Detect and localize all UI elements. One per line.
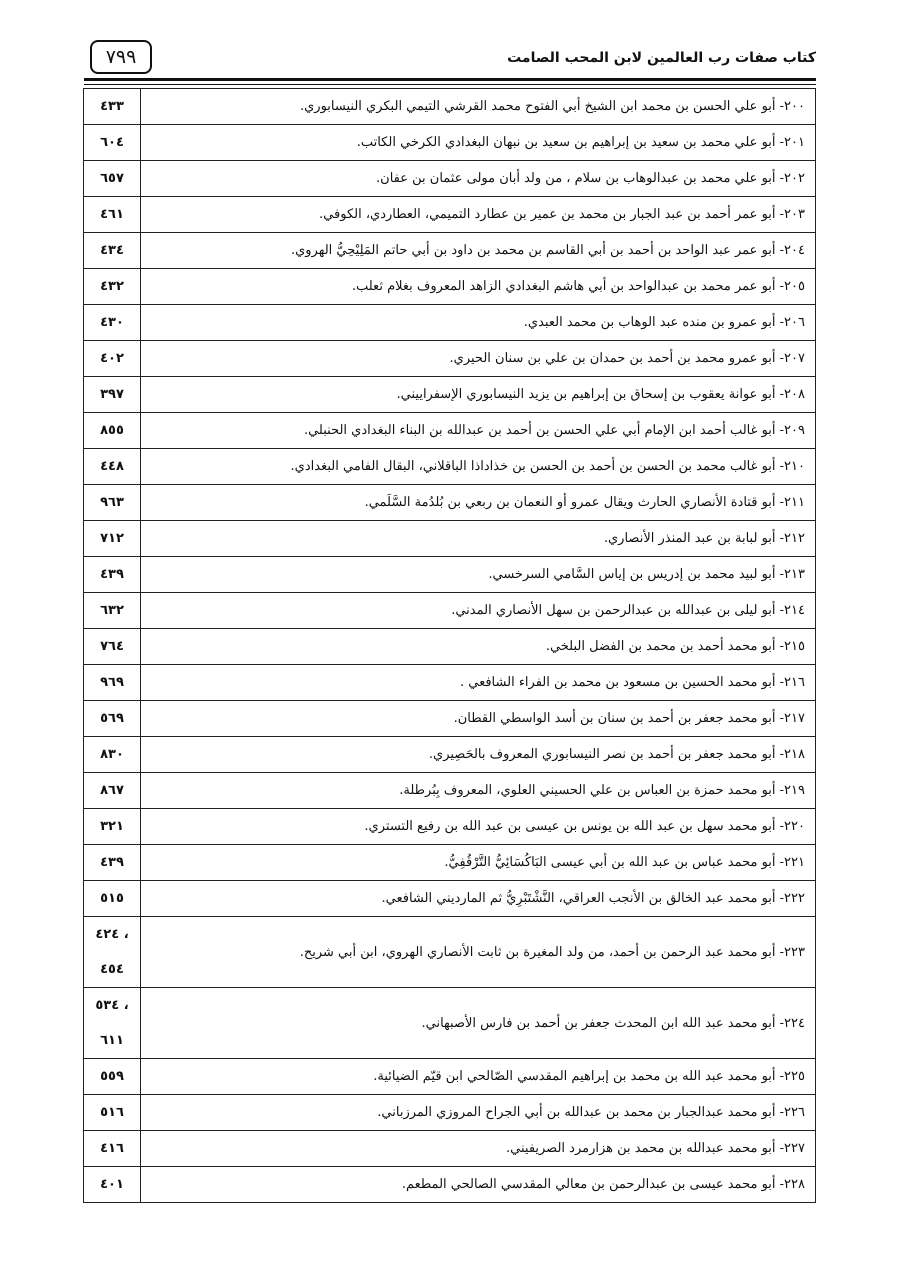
entry-name-cell [141, 305, 816, 341]
page-ref: ٥١٦ [100, 1105, 124, 1120]
page-ref: ٤٣٩ [100, 855, 124, 870]
entry-name: ٢٠٢- أبو علي محمد بن عبدالوهاب بن سلام ، من ولد أبان مولى عثمان بن عفان. [376, 171, 805, 186]
entry-name-cell [141, 485, 816, 521]
book-title: كتاب صفات رب العالمين لابن المحب الصامت [507, 50, 816, 66]
entry-name: ٢٢٣- أبو محمد عبد الرحمن بن أحمد، من ولد المغيرة بن ثابت الأنصاري الهروي، ابن أبي شريح. [299, 945, 805, 960]
page-ref-cell [84, 737, 141, 773]
entry-name: ٢٢٠- أبو محمد سهل بن عبد الله بن يونس بن عيسى بن عبد الله بن رفيع التستري. [364, 819, 805, 834]
entry-name-cell [141, 557, 816, 593]
page-ref-cell [84, 809, 141, 845]
page-ref-cell [84, 485, 141, 521]
page-ref-cell [84, 773, 141, 809]
entry-name: ٢١٠- أبو غالب محمد بن الحسن بن أحمد بن الحسن بن خذاداذا الباقلاني، البقال الفامي البغدادي. [290, 459, 805, 474]
page-ref: ٤٣٤ [100, 243, 124, 258]
page-number: ٧٩٩ [90, 40, 152, 74]
header-rule-thick [84, 78, 816, 81]
index-row [84, 341, 816, 377]
page-ref: ٩٦٣ [100, 495, 124, 510]
entry-name: ٢١٧- أبو محمد جعفر بن أحمد بن سنان بن أسد الواسطي القطان. [453, 711, 805, 726]
page-ref: ٨٣٠ [100, 747, 124, 762]
index-row [84, 557, 816, 593]
entry-name-cell [141, 161, 816, 197]
page-ref-cell [84, 449, 141, 485]
entry-name: ٢٠٠- أبو علي الحسن بن محمد ابن الشيخ أبي الفتوح محمد القرشي التيمي البكري النيسابوري. [300, 99, 805, 114]
entry-name-cell [141, 125, 816, 161]
entry-name-cell [141, 449, 816, 485]
page-ref-cell [84, 341, 141, 377]
entry-name-cell [141, 341, 816, 377]
entry-name: ٢١١- أبو قتادة الأنصاري الحارث ويقال عمرو أو النعمان بن ربعي بن بُلدُمة السَّلَمي. [364, 495, 805, 510]
index-table-body [84, 89, 816, 1203]
entry-name: ٢٠١- أبو علي محمد بن سعيد بن إبراهيم بن سعيد بن نبهان البغدادي الكرخي الكاتب. [356, 135, 805, 150]
page-ref-cell [84, 1131, 141, 1167]
page-ref: ٤١٦ [100, 1141, 124, 1156]
entry-name: ٢٠٣- أبو عمر أحمد بن عبد الجبار بن محمد بن عمير بن عطارد التميمي، العطاردي، الكوفي. [319, 207, 805, 222]
index-row [84, 449, 816, 485]
page-ref: ٤٣٣ [100, 99, 124, 114]
page-ref-cell [84, 161, 141, 197]
entry-name-cell [141, 917, 816, 988]
entry-name: ٢٠٨- أبو عوانة يعقوب بن إسحاق بن إبراهيم بن يزيد النيسابوري الإسفراييني. [396, 387, 805, 402]
entry-name: ٢٢٥- أبو محمد عبد الله بن محمد بن إبراهيم المقدسي الصّالحي ابن قيّم الضيائية. [373, 1069, 805, 1084]
index-table [83, 88, 816, 1203]
page-ref-cell [84, 665, 141, 701]
entry-name: ٢٢٨- أبو محمد عيسى بن عبدالرحمن بن معالي المقدسي الصالحي المطعم. [401, 1177, 805, 1192]
page-ref: ٦٣٢ [100, 603, 124, 618]
page-ref: ٨٥٥ [100, 423, 124, 438]
index-row [84, 917, 816, 988]
page-ref-cell [84, 881, 141, 917]
entry-name-cell [141, 845, 816, 881]
page-ref: ٦٠٤ [100, 135, 124, 150]
page-ref-cell [84, 377, 141, 413]
page-ref-cell [84, 557, 141, 593]
page-ref: ٤٤٨ [100, 459, 124, 474]
page-ref-cell [84, 125, 141, 161]
index-row [84, 1059, 816, 1095]
page-ref: ٤٣٠ [100, 315, 124, 330]
page-ref: ٤٠٢ [100, 351, 124, 366]
index-row [84, 161, 816, 197]
index-row [84, 269, 816, 305]
page-ref: ٨٦٧ [100, 783, 124, 798]
entry-name-cell [141, 377, 816, 413]
page-ref-cell [84, 1059, 141, 1095]
entry-name: ٢١٦- أبو محمد الحسين بن مسعود بن محمد بن الفراء الشافعي . [459, 675, 805, 690]
entry-name: ٢٠٤- أبو عمر عبد الواحد بن أحمد بن أبي القاسم بن محمد بن داود بن أبي حاتم المَلِيْحِيُّ الهروي. [290, 243, 805, 258]
page-ref-cell [84, 988, 141, 1059]
entry-name-cell [141, 269, 816, 305]
index-row [84, 881, 816, 917]
index-row [84, 377, 816, 413]
page-ref-continued: ٦١١ [100, 1033, 124, 1048]
index-row [84, 1167, 816, 1203]
page-header [84, 40, 816, 82]
entry-name-cell [141, 1095, 816, 1131]
page-ref-cell [84, 89, 141, 125]
index-row [84, 988, 816, 1059]
entry-name: ٢٢٦- أبو محمد عبدالجبار بن محمد بن عبدالله بن أبي الجراح المروزي المرزباني. [377, 1105, 805, 1120]
index-row [84, 125, 816, 161]
page-ref: ٥٣٤ ، [95, 998, 129, 1013]
entry-name-cell [141, 233, 816, 269]
page-ref: ٤٠١ [100, 1177, 124, 1192]
index-row [84, 1095, 816, 1131]
entry-name-cell [141, 773, 816, 809]
page-ref-cell [84, 629, 141, 665]
index-row [84, 737, 816, 773]
entry-name: ٢١٣- أبو لبيد محمد بن إدريس بن إياس السَّامي السرخسي. [488, 567, 805, 582]
page-ref: ٧١٢ [100, 531, 124, 546]
entry-name-cell [141, 701, 816, 737]
page-ref: ٦٥٧ [100, 171, 124, 186]
page-ref-cell [84, 1167, 141, 1203]
entry-name: ٢١٢- أبو لبابة بن عبد المنذر الأنصاري. [603, 531, 805, 546]
page-ref-cell [84, 1095, 141, 1131]
entry-name-cell [141, 1131, 816, 1167]
page-ref: ٧٦٤ [100, 639, 124, 654]
index-row [84, 521, 816, 557]
page-ref: ٥٦٩ [100, 711, 124, 726]
page-ref: ٩٦٩ [100, 675, 124, 690]
page-ref: ٤٣٩ [100, 567, 124, 582]
entry-name: ٢٢١- أبو محمد عباس بن عبد الله بن أبي عيسى البَاكُسَائِيُّ التَّرْقُفِيُّ. [444, 855, 805, 870]
entry-name-cell [141, 521, 816, 557]
entry-name: ٢٠٦- أبو عمرو بن منده عبد الوهاب بن محمد العبدي. [523, 315, 805, 330]
entry-name-cell [141, 1059, 816, 1095]
page-ref: ٣٩٧ [100, 387, 124, 402]
entry-name-cell [141, 413, 816, 449]
entry-name-cell [141, 881, 816, 917]
page-ref-cell [84, 305, 141, 341]
entry-name: ٢١٥- أبو محمد أحمد بن محمد بن الفضل البلخي. [545, 639, 805, 654]
index-row [84, 305, 816, 341]
page-ref-cell [84, 845, 141, 881]
page-ref-cell [84, 701, 141, 737]
index-row [84, 701, 816, 737]
page-ref: ٤٦١ [100, 207, 124, 222]
entry-name: ٢٠٧- أبو عمرو محمد بن أحمد بن حمدان بن علي بن سنان الحيري. [449, 351, 805, 366]
entry-name-cell [141, 809, 816, 845]
entry-name-cell [141, 89, 816, 125]
entry-name-cell [141, 593, 816, 629]
page-ref-cell [84, 269, 141, 305]
page-ref-continued: ٤٥٤ [100, 962, 124, 977]
index-row [84, 773, 816, 809]
entry-name: ٢٢٧- أبو محمد عبدالله بن محمد بن هزارمرد الصريفيني. [506, 1141, 805, 1156]
page-ref-cell [84, 233, 141, 269]
header-rule-thin [84, 84, 816, 85]
entry-name-cell [141, 1167, 816, 1203]
entry-name: ٢١٩- أبو محمد حمزة بن العباس بن علي الحسيني العلوي، المعروف بِبُرطلة. [399, 783, 805, 798]
page-ref-cell [84, 197, 141, 233]
page-ref-cell [84, 413, 141, 449]
page-ref: ٤٢٤ ، [95, 927, 129, 942]
index-row [84, 665, 816, 701]
index-row [84, 413, 816, 449]
entry-name: ٢٠٩- أبو غالب أحمد ابن الإمام أبي علي الحسن بن أحمد بن عبدالله بن البناء البغدادي الحنبلي. [303, 423, 805, 438]
page-ref: ٥١٥ [100, 891, 124, 906]
page-ref: ٣٢١ [100, 819, 124, 834]
index-row [84, 593, 816, 629]
index-row [84, 845, 816, 881]
index-row [84, 233, 816, 269]
index-row [84, 485, 816, 521]
index-row [84, 197, 816, 233]
entry-name-cell [141, 737, 816, 773]
index-row [84, 1131, 816, 1167]
entry-name: ٢١٨- أبو محمد جعفر بن أحمد بن نصر النيسابوري المعروف بالحَصِيري. [428, 747, 805, 762]
entry-name-cell [141, 629, 816, 665]
index-row [84, 809, 816, 845]
entry-name-cell [141, 665, 816, 701]
entry-name: ٢١٤- أبو ليلى بن عبدالله بن عبدالرحمن بن سهل الأنصاري المدني. [451, 603, 805, 618]
page-ref-cell [84, 593, 141, 629]
page-ref-cell [84, 917, 141, 988]
page-ref: ٤٣٢ [100, 279, 124, 294]
entry-name-cell [141, 197, 816, 233]
page-ref: ٥٥٩ [100, 1069, 124, 1084]
entry-name-cell [141, 988, 816, 1059]
entry-name: ٢٢٢- أبو محمد عبد الخالق بن الأنجب العراقي، النَّشْتَبْرِيُّ ثم الماردیني الشافعي. [381, 891, 805, 906]
index-row [84, 629, 816, 665]
index-row [84, 89, 816, 125]
entry-name: ٢٢٤- أبو محمد عبد الله ابن المحدث جعفر بن أحمد بن فارس الأصبهاني. [421, 1016, 805, 1031]
page-ref-cell [84, 521, 141, 557]
entry-name: ٢٠٥- أبو عمر محمد بن عبدالواحد بن أبي هاشم البغدادي الزاهد المعروف بغلام ثعلب. [351, 279, 805, 294]
